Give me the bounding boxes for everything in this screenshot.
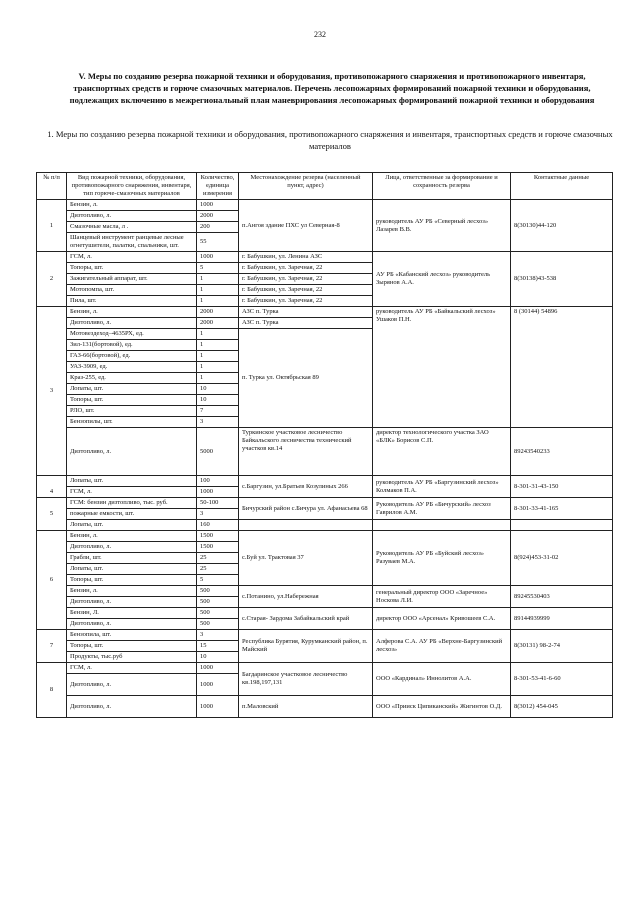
responsible-person: АУ РБ «Кабанский лесхоз» руководитель Зырянов А.А. bbox=[373, 252, 511, 307]
contact: 8-301-33-41-165 bbox=[511, 498, 613, 520]
item-qty: 15 bbox=[197, 641, 239, 652]
item-qty: 5 bbox=[197, 575, 239, 586]
table-row bbox=[37, 608, 613, 619]
item-name: Дизтопливо, л. bbox=[67, 597, 197, 608]
table-row bbox=[37, 252, 613, 263]
item-name: РЛО, шт. bbox=[67, 406, 197, 417]
item-qty: 55 bbox=[197, 233, 239, 252]
item-qty: 500 bbox=[197, 619, 239, 630]
item-qty: 2000 bbox=[197, 318, 239, 329]
row-number: 4 bbox=[37, 476, 67, 498]
reserve-table bbox=[36, 172, 613, 718]
item-name: Дизтопливо, л. bbox=[67, 428, 197, 476]
item-qty: 100 bbox=[197, 476, 239, 487]
row-number: 5 bbox=[37, 498, 67, 531]
item-name: Бензопилы, шт. bbox=[67, 417, 197, 428]
item-name: Лопаты, шт. bbox=[67, 476, 197, 487]
table-row bbox=[37, 630, 613, 641]
item-name: пожарные емкости, шт. bbox=[67, 509, 197, 520]
responsible-person: руководитель АУ РБ «Северный лесхоз» Лазарев В.В. bbox=[373, 200, 511, 252]
location: г. Бабушкин, ул. Заречная, 22 bbox=[239, 274, 373, 285]
location: Республика Бурятия, Курумканский район, п. Майский bbox=[239, 630, 373, 663]
item-qty: 50-100 bbox=[197, 498, 239, 509]
column-header: Вид пожарной техники, оборудования, противопожарного снаряжения, инвентаря, тип горюче-смазочных материалов bbox=[67, 173, 197, 200]
contact: 8 (30144) 54896 bbox=[511, 307, 613, 428]
contact: 8-301-53-41-6-60 bbox=[511, 663, 613, 696]
item-qty: 5000 bbox=[197, 428, 239, 476]
responsible-person: генеральный директор ООО «Заречное» Носкова Л.И. bbox=[373, 586, 511, 608]
item-name: Бензопила, шт. bbox=[67, 630, 197, 641]
item-name: Лопаты, шт. bbox=[67, 384, 197, 395]
item-name: ГАЗ-66(бортовой), ед. bbox=[67, 351, 197, 362]
item-qty: 3 bbox=[197, 509, 239, 520]
contact: 8(30130)44-120 bbox=[511, 200, 613, 252]
table-row bbox=[37, 498, 613, 509]
item-qty: 25 bbox=[197, 564, 239, 575]
location: АЗС п. Турка bbox=[239, 307, 373, 318]
item-qty: 7 bbox=[197, 406, 239, 417]
item-qty: 1 bbox=[197, 274, 239, 285]
item-qty: 200 bbox=[197, 222, 239, 233]
table-row bbox=[37, 696, 613, 718]
item-name: Топоры, шт. bbox=[67, 575, 197, 586]
subsection-heading: 1. Меры по созданию резерва пожарной техники и оборудования, противопожарного снаряжения и инвентаря, транспортных средств и горюче смазочных материалов bbox=[47, 129, 613, 151]
responsible-person: руководитель АУ РБ «Байкальский лесхоз» Ушаков П.Н. bbox=[373, 307, 511, 428]
item-qty: 1 bbox=[197, 351, 239, 362]
location: г. Бабушкин, ул. Ленина АЗС bbox=[239, 252, 373, 263]
responsible-person: ООО «Кардинал» Иннолитов А.А. bbox=[373, 663, 511, 696]
location: с.Баргузин, ул.Братьев Козулиных 266 bbox=[239, 476, 373, 498]
location-empty bbox=[239, 520, 373, 531]
location: г. Бабушкин, ул. Заречная, 22 bbox=[239, 296, 373, 307]
row-number: 3 bbox=[37, 307, 67, 476]
item-qty: 1000 bbox=[197, 200, 239, 211]
location: п.Маловский bbox=[239, 696, 373, 718]
item-qty: 25 bbox=[197, 553, 239, 564]
item-name: Бензин, л. bbox=[67, 586, 197, 597]
column-header: № п/п bbox=[37, 173, 67, 200]
location: Туркинское участковое лесничество Байкальского лесничества технический участков кв.14 bbox=[239, 428, 373, 476]
table-row bbox=[37, 663, 613, 674]
item-name: Дизтопливо, л. bbox=[67, 674, 197, 696]
item-name: ГСМ, л. bbox=[67, 252, 197, 263]
location: с.Буй ул. Трактовая 37 bbox=[239, 531, 373, 586]
contact: 89245530403 bbox=[511, 586, 613, 608]
table-row bbox=[37, 200, 613, 211]
item-name: Шанцевый инструмент ранцевые лесные огнетушители, палатки, спальники, шт. bbox=[67, 233, 197, 252]
item-qty: 1000 bbox=[197, 487, 239, 498]
item-qty: 500 bbox=[197, 597, 239, 608]
responsible-person: руководитель АУ РБ «Баргузинский лесхоз» Колмаков П.А. bbox=[373, 476, 511, 498]
item-name: Дизтопливо, л. bbox=[67, 696, 197, 718]
item-qty: 10 bbox=[197, 384, 239, 395]
responsible-person: Руководитель АУ РБ «Буйский лесхоз» Разуваев М.А. bbox=[373, 531, 511, 586]
location: Багдаринское участковое лесничество кв.198,197,131 bbox=[239, 663, 373, 696]
item-qty: 1 bbox=[197, 340, 239, 351]
location: с.Старая- Зардома Забайкальский край bbox=[239, 608, 373, 630]
item-name: Топоры, шт. bbox=[67, 263, 197, 274]
item-qty: 1 bbox=[197, 362, 239, 373]
row-number: 1 bbox=[37, 200, 67, 252]
item-qty: 160 bbox=[197, 520, 239, 531]
table-row bbox=[37, 307, 613, 318]
item-name: Бензин, Л. bbox=[67, 608, 197, 619]
contact: 8-301-31-43-150 bbox=[511, 476, 613, 498]
location: с.Потанино, ул.Набережная bbox=[239, 586, 373, 608]
location: п.Ангоя здание ПХС ул Северная-8 bbox=[239, 200, 373, 252]
item-name: Краз-255, ед. bbox=[67, 373, 197, 384]
item-qty: 10 bbox=[197, 395, 239, 406]
contact: 8(30138)43-538 bbox=[511, 252, 613, 307]
contact: 8(30131) 98-2-74 bbox=[511, 630, 613, 663]
item-name: ГСМ, л. bbox=[67, 487, 197, 498]
item-qty: 500 bbox=[197, 586, 239, 597]
item-name: Пила, шт. bbox=[67, 296, 197, 307]
responsible-person: директор технологического участка ЗАО «БЛК» Борисов С.П. bbox=[373, 428, 511, 476]
location: АЗС п. Турка bbox=[239, 318, 373, 329]
section-heading: V. Меры по созданию резерва пожарной техники и оборудования, противопожарного снаряжения и противопожарного инвентаря, транспортных средств и горюче смазочных материалов. Перечень лесопожарных формирований пожарной техники и оборудования, подлежащих включению в межрегиональный план маневрирования лесопожарных формирований пожарной техники и оборудования bbox=[69, 71, 595, 105]
person-empty bbox=[373, 520, 511, 531]
item-name: Дизтопливо, л. bbox=[67, 318, 197, 329]
row-number: 2 bbox=[37, 252, 67, 307]
column-header: Контактные данные bbox=[511, 173, 613, 200]
item-name: Бензин, л. bbox=[67, 531, 197, 542]
item-qty: 1 bbox=[197, 285, 239, 296]
item-name: Дизтопливо, л. bbox=[67, 542, 197, 553]
item-name: Продукты, тыс.руб bbox=[67, 652, 197, 663]
table-row bbox=[37, 531, 613, 542]
item-qty: 3 bbox=[197, 630, 239, 641]
contact: 8(924)453-31-02 bbox=[511, 531, 613, 586]
item-name: Смазочные масла, л . bbox=[67, 222, 197, 233]
item-qty: 1000 bbox=[197, 696, 239, 718]
responsible-person: директор ООО «Арсенал» Кривошеев С.А. bbox=[373, 608, 511, 630]
row-number: 6 bbox=[37, 531, 67, 630]
item-name: УАЗ-3909, ед. bbox=[67, 362, 197, 373]
item-qty: 1500 bbox=[197, 542, 239, 553]
contact: 89144939999 bbox=[511, 608, 613, 630]
item-name: Лопаты, шт. bbox=[67, 520, 197, 531]
item-qty: 2000 bbox=[197, 307, 239, 318]
item-name: Топоры, шт. bbox=[67, 395, 197, 406]
item-name: Мотовездеход–4635РХ, ед. bbox=[67, 329, 197, 340]
item-qty: 1000 bbox=[197, 252, 239, 263]
location: г. Бабушкин, ул. Заречная, 22 bbox=[239, 263, 373, 274]
item-qty: 1 bbox=[197, 296, 239, 307]
page-number: 232 bbox=[314, 30, 326, 39]
item-qty: 1000 bbox=[197, 674, 239, 696]
location: г. Бабушкин, ул. Заречная, 22 bbox=[239, 285, 373, 296]
contact: 89243540233 bbox=[511, 428, 613, 476]
item-name: Бензин, л. bbox=[67, 200, 197, 211]
item-qty: 1 bbox=[197, 373, 239, 384]
table-row bbox=[37, 428, 613, 476]
item-qty: 5 bbox=[197, 263, 239, 274]
item-name: ГСМ: бензин дизтопливо, тыс. руб. bbox=[67, 498, 197, 509]
table-row bbox=[37, 586, 613, 597]
column-header: Лица, ответственные за формирование и сохранность резерва bbox=[373, 173, 511, 200]
item-qty: 2000 bbox=[197, 211, 239, 222]
column-header: Местонахождение резерва (населенный пункт, адрес) bbox=[239, 173, 373, 200]
item-qty: 1500 bbox=[197, 531, 239, 542]
table-row bbox=[37, 476, 613, 487]
location: Бичурский район с.Бичура ул. Афанасьева 68 bbox=[239, 498, 373, 520]
item-qty: 500 bbox=[197, 608, 239, 619]
table-header-row bbox=[37, 173, 613, 200]
item-name: Лопаты, шт. bbox=[67, 564, 197, 575]
responsible-person: Руководитель АУ РБ «Бичурский» лесхоз Гаврилов А.М. bbox=[373, 498, 511, 520]
row-number: 7 bbox=[37, 630, 67, 663]
column-header: Количество, единица измерения bbox=[197, 173, 239, 200]
item-name: Зажигательный аппарат, шт. bbox=[67, 274, 197, 285]
table-row bbox=[37, 520, 613, 531]
contact: 8(3012) 454-045 bbox=[511, 696, 613, 718]
item-qty: 1 bbox=[197, 329, 239, 340]
item-name: Грабли, шт. bbox=[67, 553, 197, 564]
responsible-person: Алферова С.А. АУ РБ «Верхне-Баргузинский лесхоз» bbox=[373, 630, 511, 663]
item-name: Бензин, л. bbox=[67, 307, 197, 318]
item-name: Мотопомпа, шт. bbox=[67, 285, 197, 296]
item-name: Топоры, шт. bbox=[67, 641, 197, 652]
contact-empty bbox=[511, 520, 613, 531]
item-qty: 10 bbox=[197, 652, 239, 663]
location: п. Турка ул. Октябрьская 89 bbox=[239, 329, 373, 428]
item-name: Зил-131(бортовой), ед. bbox=[67, 340, 197, 351]
responsible-person: ООО «Прииск Ципиканский» Жигинтов О.Д. bbox=[373, 696, 511, 718]
item-name: ГСМ, л. bbox=[67, 663, 197, 674]
item-name: Дизтопливо, л. bbox=[67, 211, 197, 222]
item-qty: 3 bbox=[197, 417, 239, 428]
item-name: Дизтопливо, л. bbox=[67, 619, 197, 630]
item-qty: 1000 bbox=[197, 663, 239, 674]
row-number: 8 bbox=[37, 663, 67, 718]
